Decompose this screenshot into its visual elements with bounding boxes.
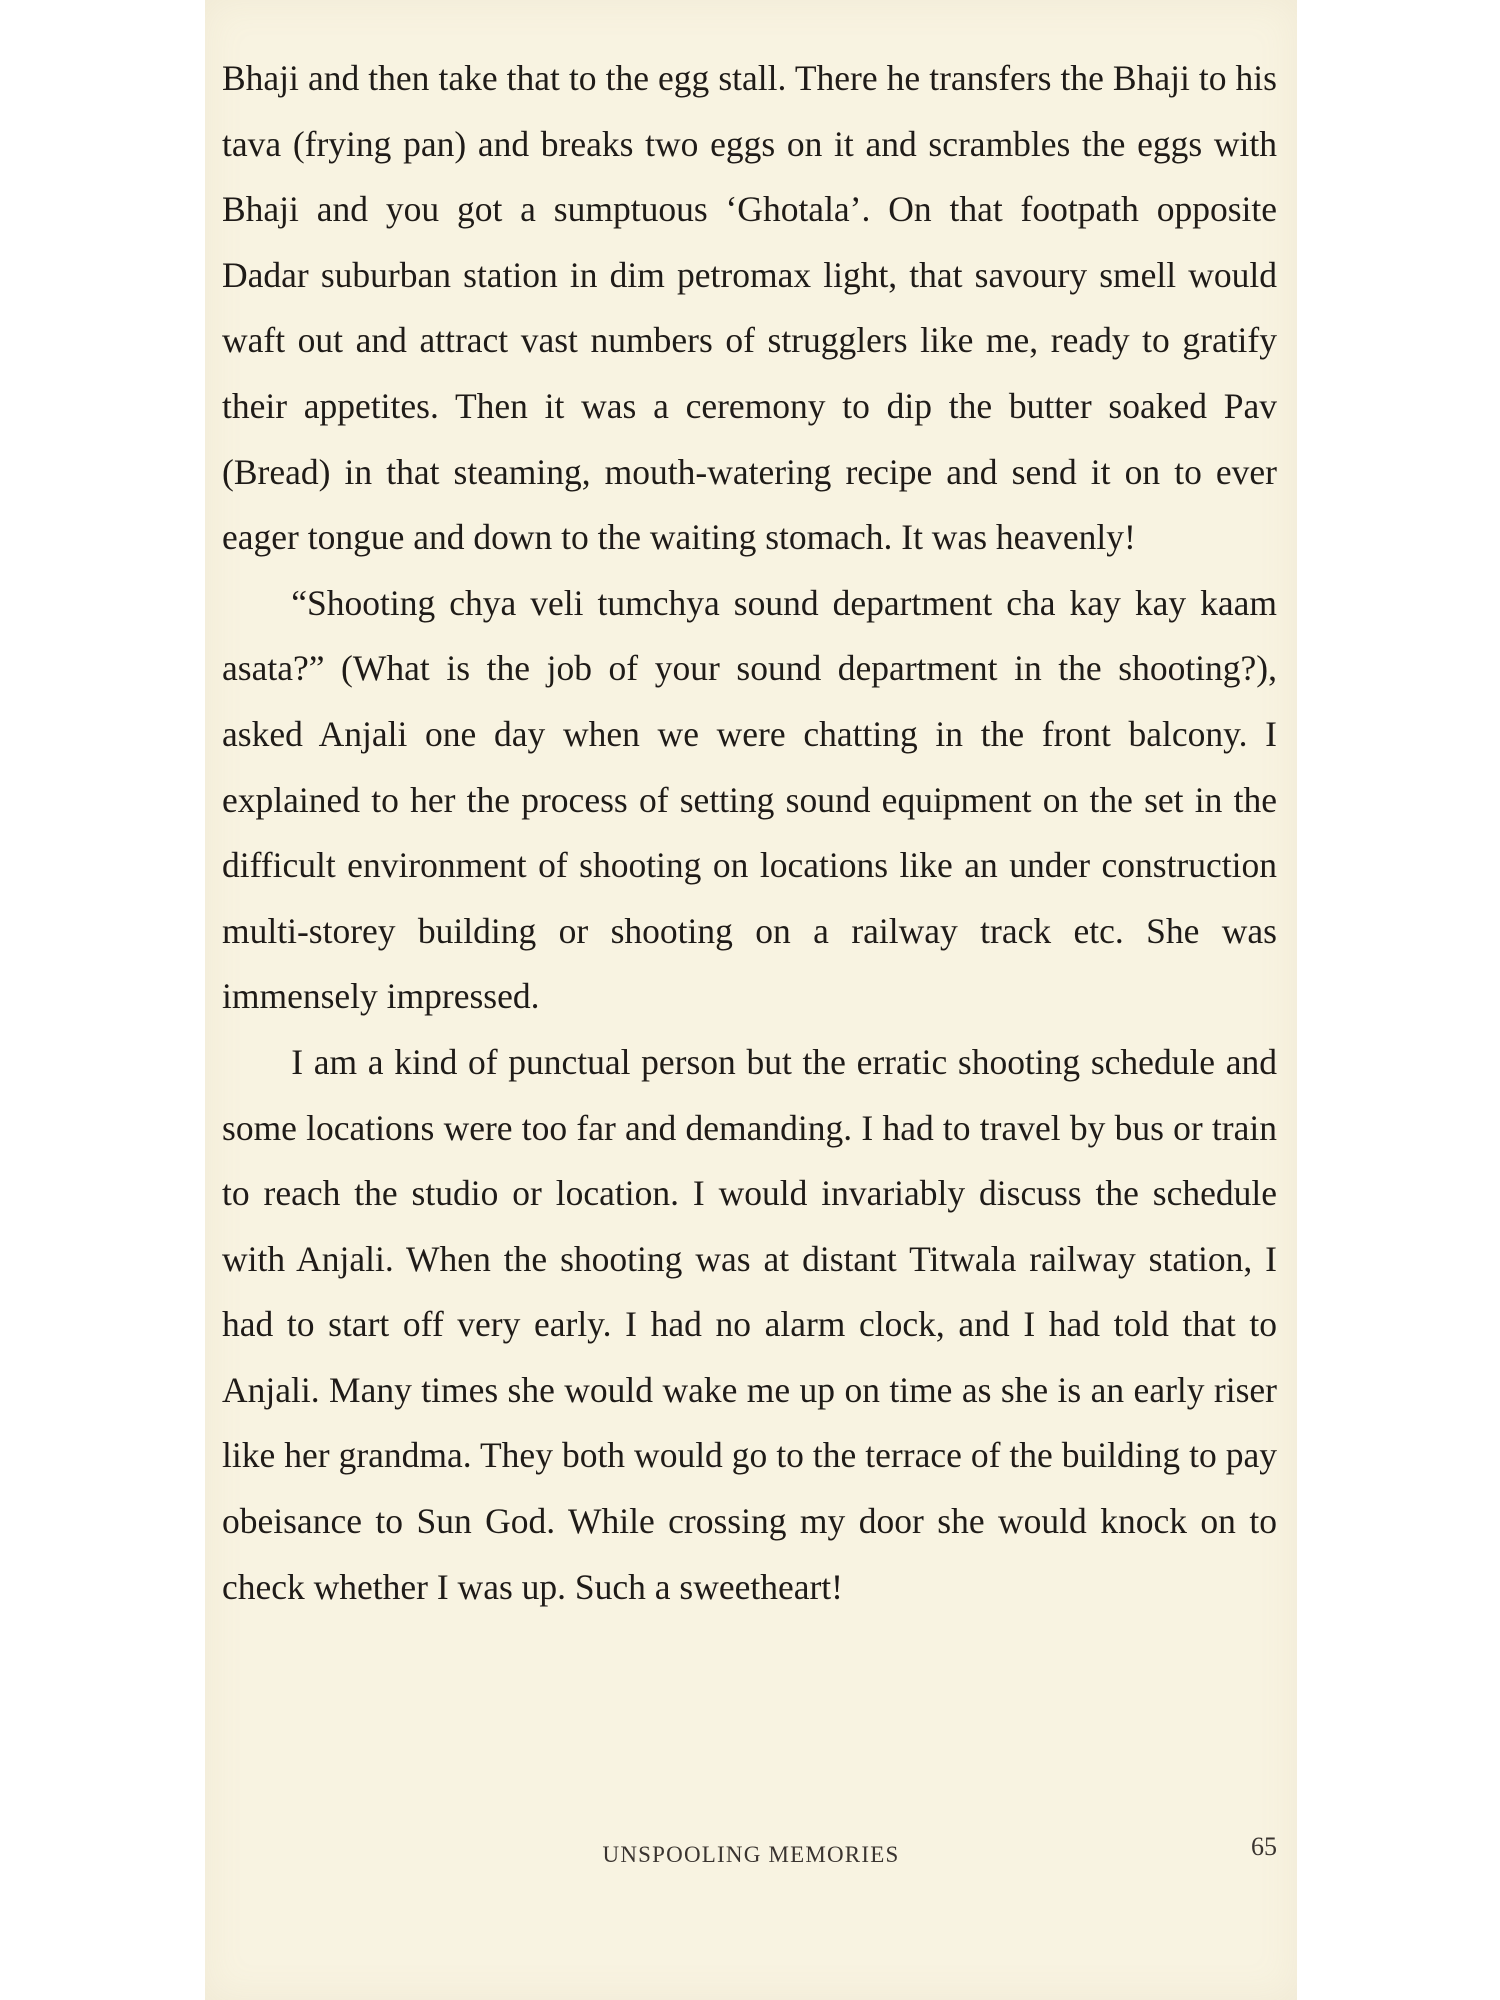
running-footer-title: UNSPOOLING MEMORIES bbox=[602, 1842, 900, 1867]
paragraph-punctual: I am a kind of punctual person but the erratic shooting schedule and some locations were too far and demanding. I had to travel by bus or train to reach the studio or location. I would invariably discuss the schedule with Anjali. When the shooting was at distant Titwala railway station, I had to start off very early. I had no alarm clock, and I had told that to Anjali. Many times she would wake me up on time as she is an early riser like her grandma. They both would go to the terrace of the building to pay obeisance to Sun God. While crossing my door she would knock on to check whether I was up. Such a sweetheart! bbox=[222, 1041, 1277, 1607]
page-number: 65 bbox=[1251, 1832, 1277, 1861]
paragraph-dialogue: “Shooting chya veli tumchya sound department cha kay kay kaam asata?” (What is the job of your sound department in the shooting?), asked Anjali one day when we were chatting in the front balcony. I explained to her the process of setting sound equipment on the set in the difficult environment of shooting on locations like an under construction multi-storey building or shooting on a railway track etc. She was immensely impressed. bbox=[222, 582, 1277, 1017]
book-page bbox=[205, 0, 1297, 2000]
paragraph-continued: Bhaji and then take that to the egg stall. There he transfers the Bhaji to his tava (frying pan) and breaks two eggs on it and scrambles the eggs with Bhaji and you got a sumptuous ‘Ghotala’. On that footpath opposite Dadar suburban station in dim petromax light, that savoury smell would waft out and attract vast numbers of strugglers like me, ready to gratify their appetites. Then it was a ceremony to dip the butter soaked Pav (Bread) in that steaming, mouth-watering recipe and send it on to ever eager tongue and down to the waiting stomach. It was heavenly! bbox=[222, 58, 1277, 558]
page-body bbox=[222, 46, 1277, 1620]
